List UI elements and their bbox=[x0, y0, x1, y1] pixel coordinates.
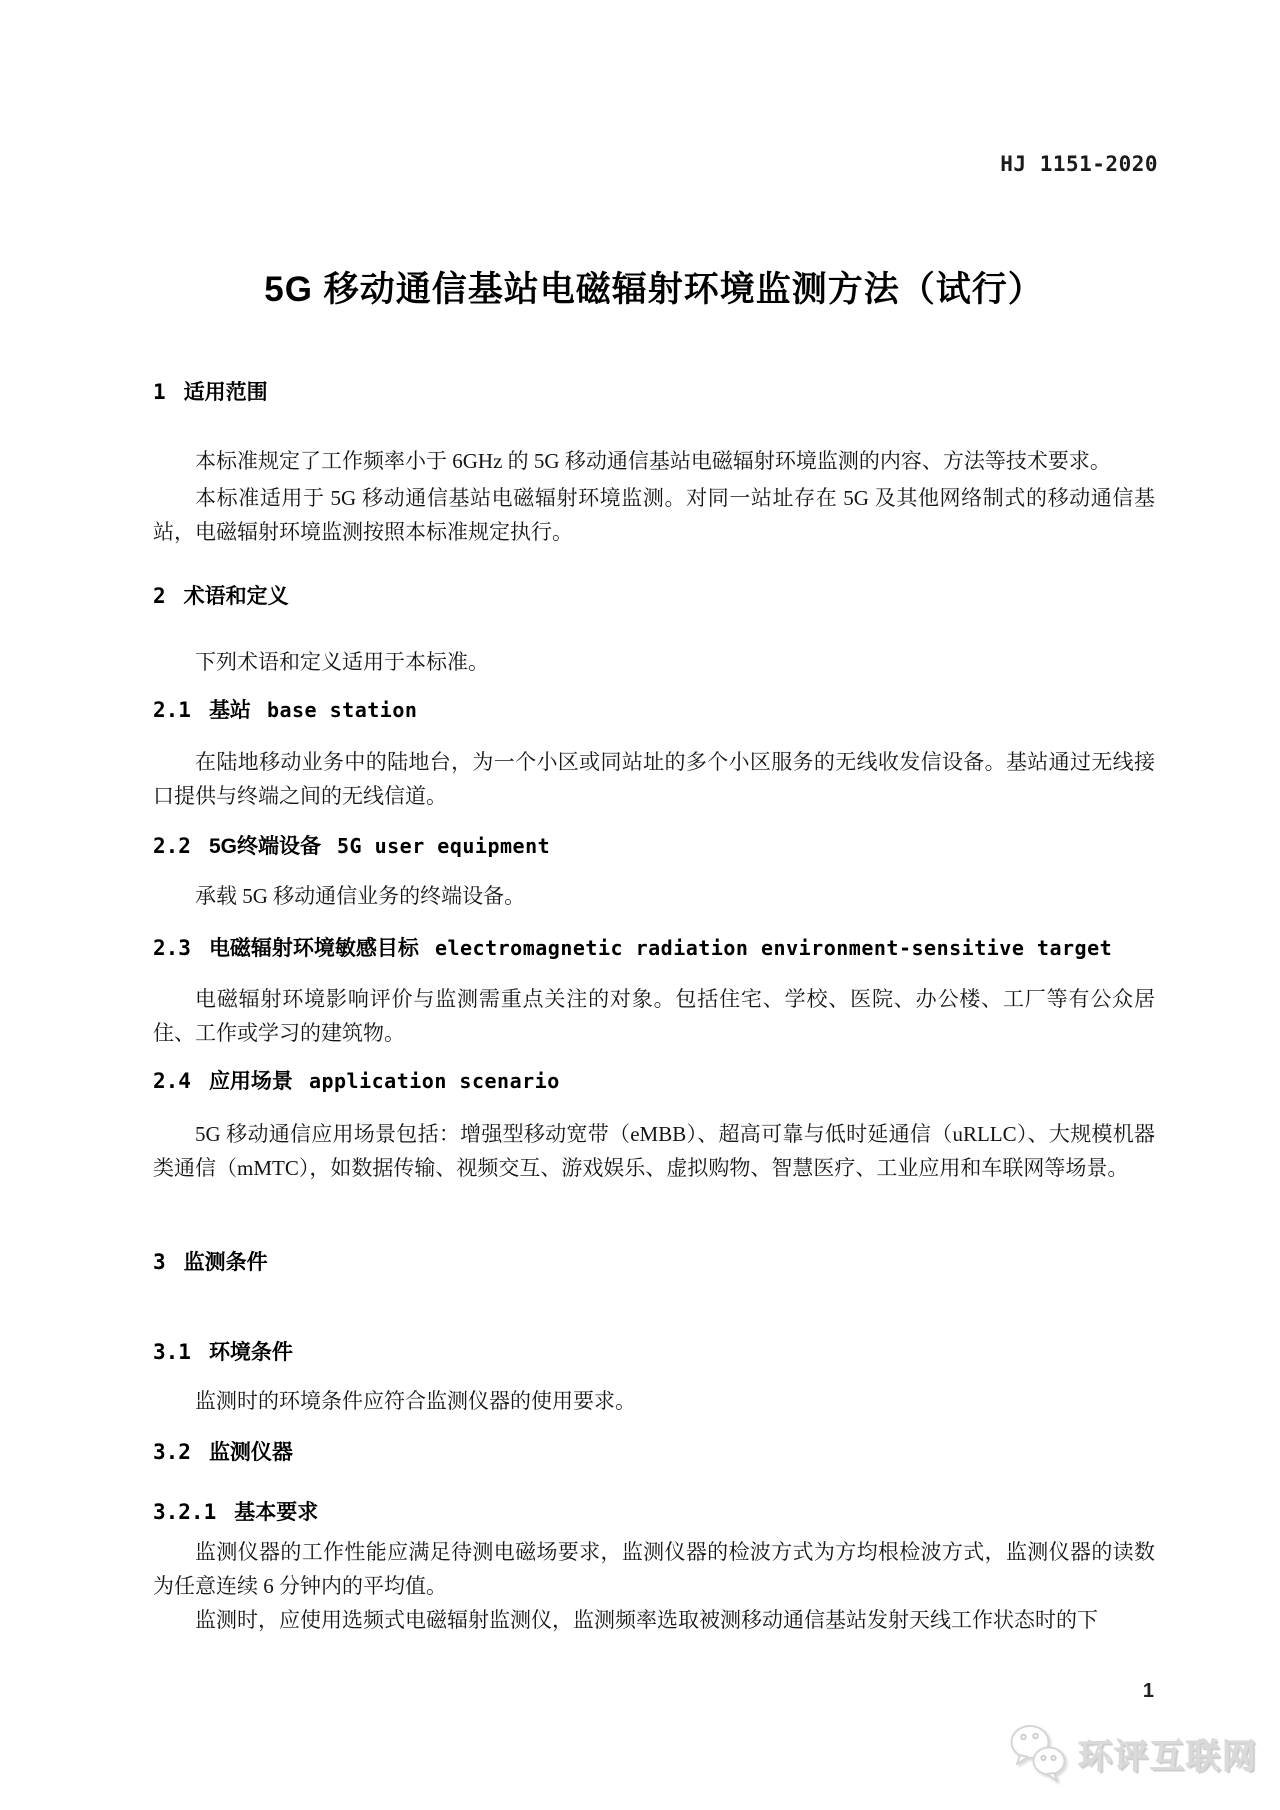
term-zh: 应用场景 bbox=[208, 1070, 293, 1093]
heading-number: 2 bbox=[153, 584, 166, 608]
paragraph-terms-intro: 下列术语和定义适用于本标准。 bbox=[195, 650, 489, 674]
heading-title: 监测仪器 bbox=[208, 1441, 293, 1464]
wechat-icon bbox=[1008, 1722, 1070, 1784]
heading-number: 3 bbox=[153, 1250, 166, 1274]
sub-heading-3-1 bbox=[153, 1338, 1155, 1367]
sub-heading-3-2-1 bbox=[153, 1498, 1155, 1527]
term-heading-2-2 bbox=[153, 832, 1155, 861]
document-title: 5G 移动通信基站电磁辐射环境监测方法（试行） bbox=[264, 270, 1044, 309]
paragraph-term-2-3: 电磁辐射环境影响评价与监测需重点关注的对象。包括住宅、学校、医院、办公楼、工厂等有公众居住、工作或学习的建筑物。 bbox=[153, 987, 1155, 1045]
term-en: base station bbox=[266, 698, 418, 722]
heading-title: 术语和定义 bbox=[183, 585, 289, 608]
heading-title: 适用范围 bbox=[183, 381, 268, 404]
paragraph-term-2-2: 承载 5G 移动通信业务的终端设备。 bbox=[195, 884, 526, 908]
paragraph-3-2-1-a: 监测仪器的工作性能应满足待测电磁场要求，监测仪器的检波方式为方均根检波方式，监测仪器的读数为任意连续 6 分钟内的平均值。 bbox=[153, 1540, 1155, 1598]
term-en: application scenario bbox=[308, 1069, 560, 1093]
doc-code: HJ 1151-2020 bbox=[1000, 152, 1158, 176]
heading-number: 2.1 bbox=[153, 698, 191, 722]
paragraph-scope-2: 本标准适用于 5G 移动通信基站电磁辐射环境监测。对同一站址存在 5G 及其他网络制式的移动通信基站，电磁辐射环境监测按照本标准规定执行。 bbox=[153, 486, 1155, 544]
watermark bbox=[1008, 1722, 1258, 1784]
term-heading-2-1 bbox=[153, 696, 1155, 725]
heading-title: 环境条件 bbox=[208, 1341, 293, 1364]
term-en: 5G user equipment bbox=[336, 834, 551, 858]
heading-title: 基本要求 bbox=[234, 1501, 319, 1524]
section-heading-3 bbox=[153, 1248, 1155, 1277]
sub-heading-3-2 bbox=[153, 1438, 1155, 1467]
heading-number: 2.4 bbox=[153, 1069, 191, 1093]
term-en: electromagnetic radiation environment-sensitive target bbox=[434, 936, 1113, 960]
page-number: 1 bbox=[1142, 1680, 1154, 1702]
heading-title: 监测条件 bbox=[183, 1251, 268, 1274]
heading-number: 3.2 bbox=[153, 1440, 191, 1464]
term-zh: 电磁辐射环境敏感目标 bbox=[208, 937, 419, 960]
heading-number: 2.3 bbox=[153, 936, 191, 960]
term-zh: 基站 bbox=[208, 699, 251, 722]
paragraph-term-2-4: 5G 移动通信应用场景包括：增强型移动宽带（eMBB）、超高可靠与低时延通信（uRLLC）、大规模机器类通信（mMTC），如数据传输、视频交互、游戏娱乐、虚拟购物、智慧医疗、工业应用和车联网等场景。 bbox=[153, 1122, 1155, 1180]
term-heading-2-4 bbox=[153, 1067, 1155, 1096]
heading-number: 2.2 bbox=[153, 834, 191, 858]
heading-number: 3.1 bbox=[153, 1340, 191, 1364]
heading-number: 1 bbox=[153, 380, 166, 404]
watermark-text: 环评互联网 bbox=[1078, 1737, 1258, 1776]
section-heading-2 bbox=[153, 582, 1155, 611]
paragraph-scope-1: 本标准规定了工作频率小于 6GHz 的 5G 移动通信基站电磁辐射环境监测的内容、方法等技术要求。 bbox=[195, 449, 1111, 473]
term-heading-2-3 bbox=[153, 934, 1155, 963]
paragraph-3-1: 监测时的环境条件应符合监测仪器的使用要求。 bbox=[195, 1389, 636, 1413]
paragraph-3-2-1-b: 监测时，应使用选频式电磁辐射监测仪，监测频率选取被测移动通信基站发射天线工作状态时的下 bbox=[195, 1608, 1098, 1632]
heading-number: 3.2.1 bbox=[153, 1500, 217, 1524]
paragraph-term-2-1: 在陆地移动业务中的陆地台，为一个小区或同站址的多个小区服务的无线收发信设备。基站通过无线接口提供与终端之间的无线信道。 bbox=[153, 750, 1155, 808]
term-zh: 5G终端设备 bbox=[208, 835, 321, 858]
section-heading-1 bbox=[153, 378, 1155, 407]
